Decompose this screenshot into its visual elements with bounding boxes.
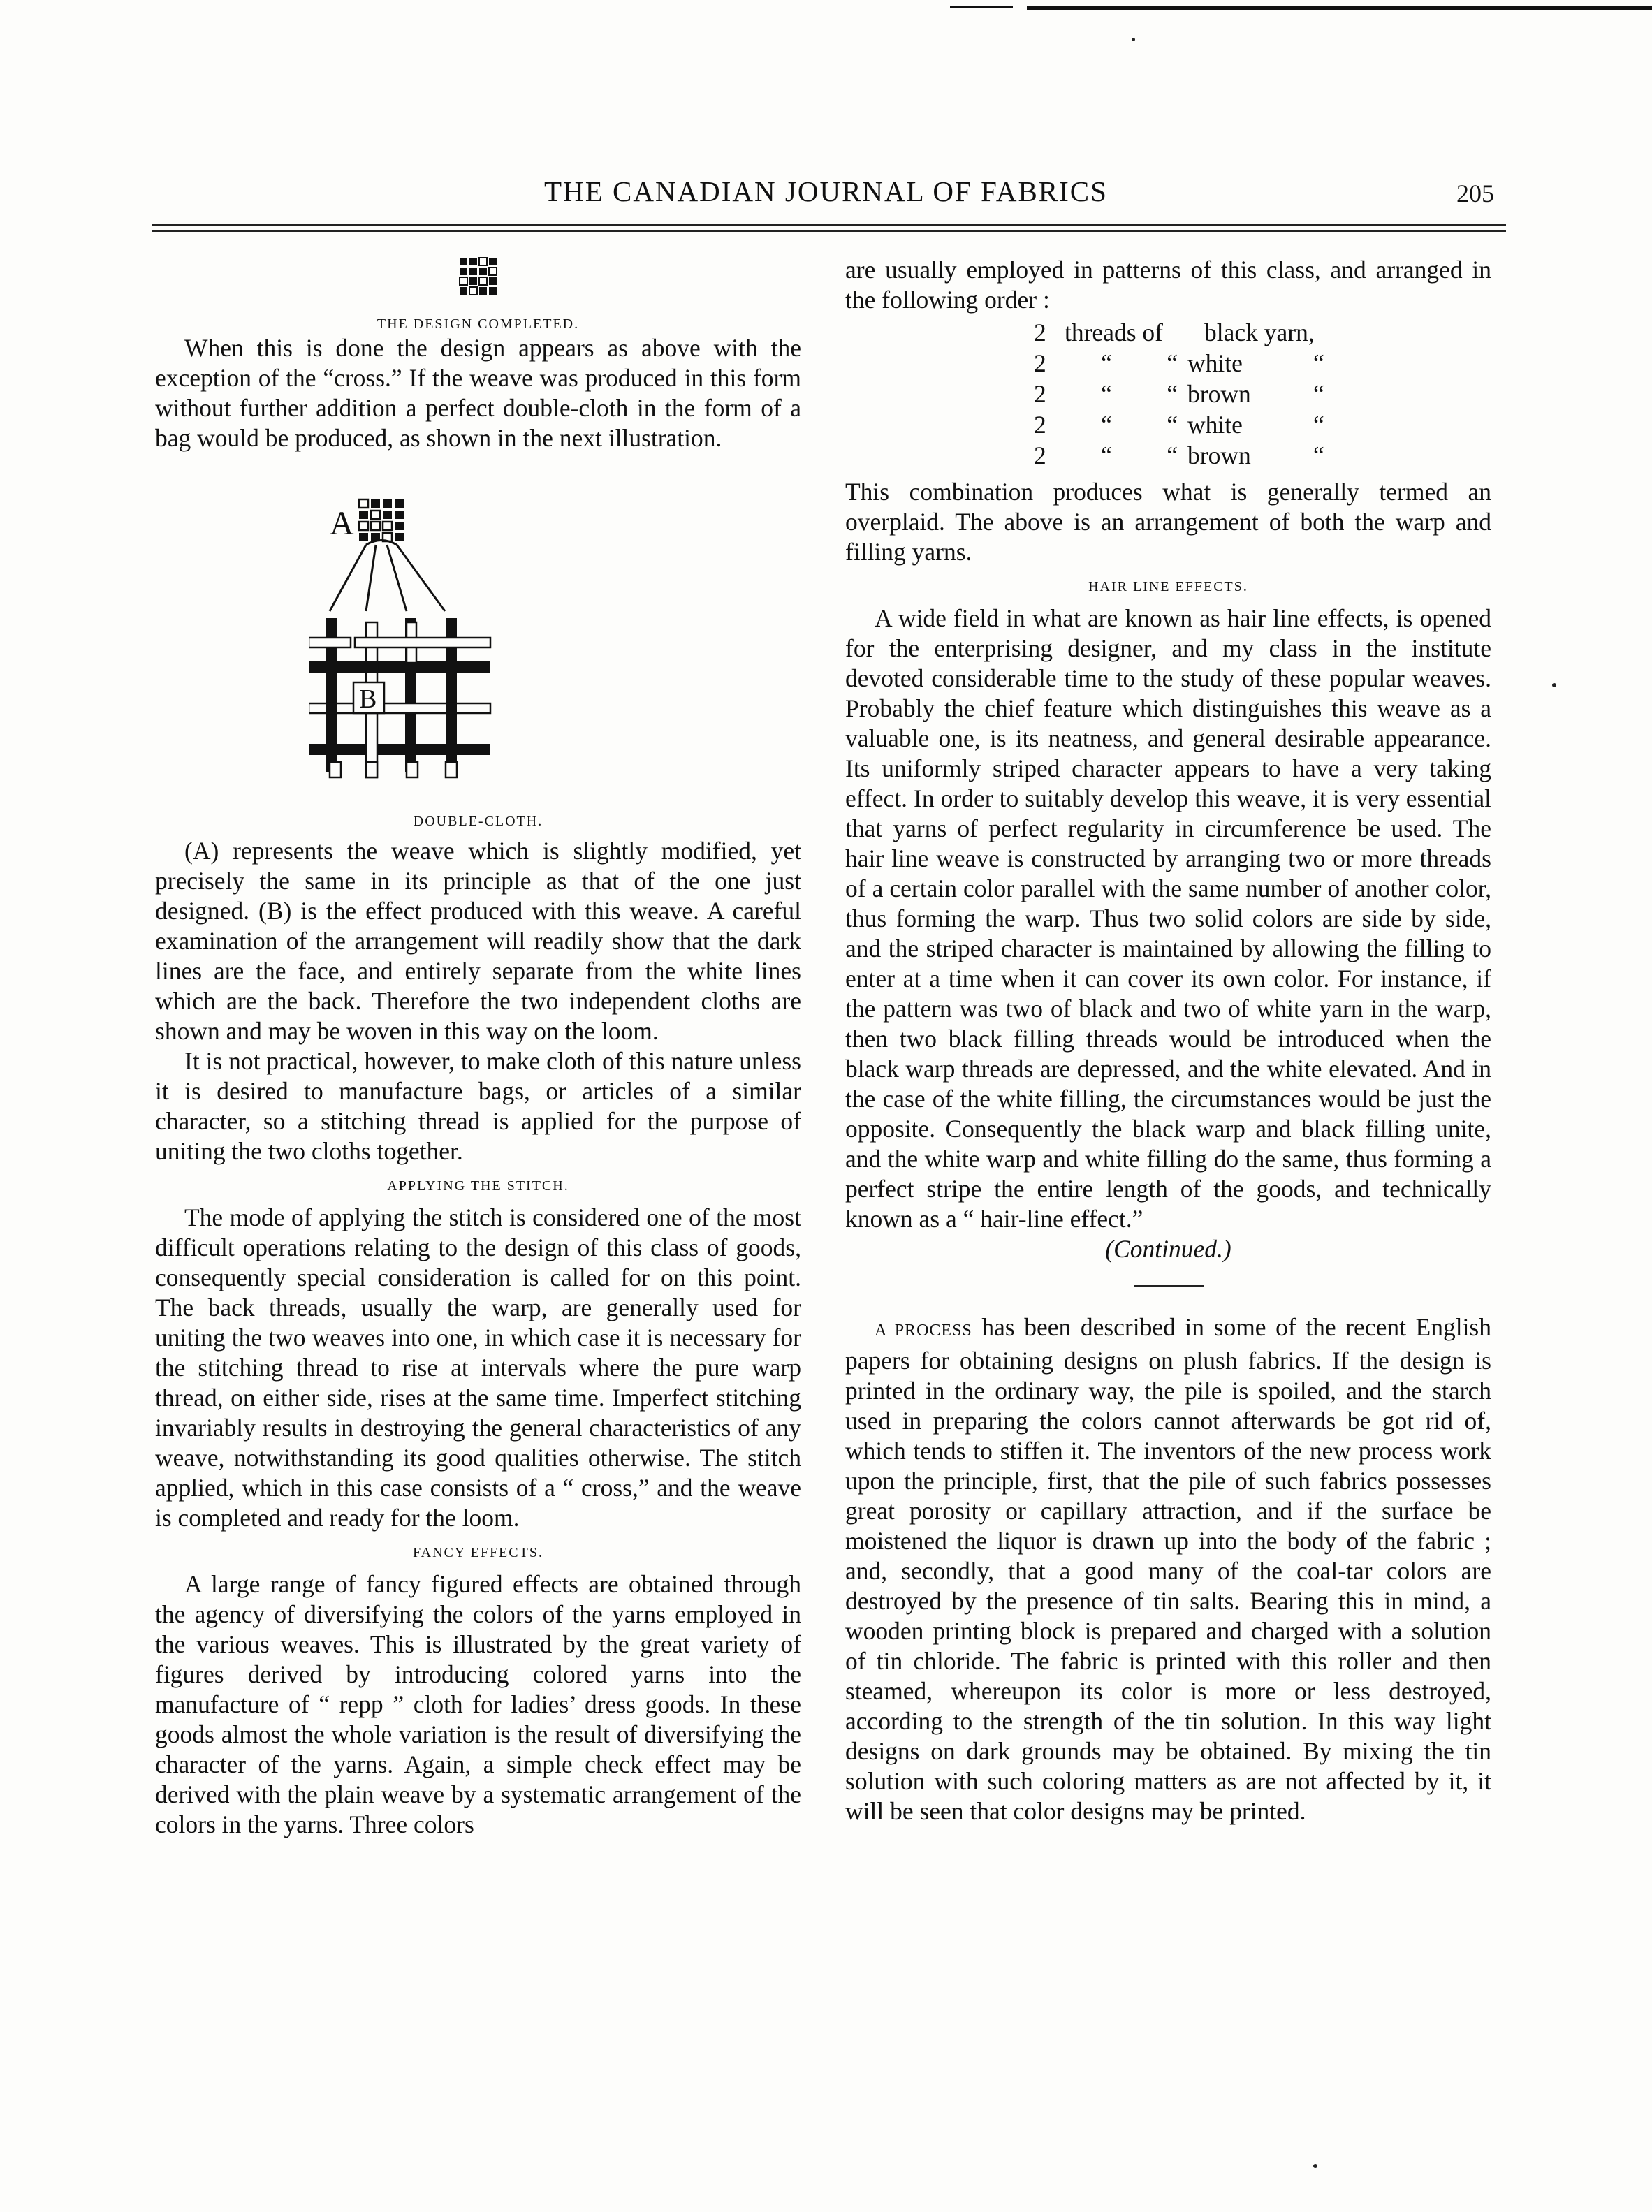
- continued-note: (Continued.): [1105, 1235, 1231, 1263]
- list-item: 2 threads of black yarn,: [1034, 318, 1315, 346]
- lead-in-small-caps: A PROCESS: [875, 1321, 972, 1340]
- right-column: [845, 255, 1491, 1826]
- list-item: 2 “ “ white “: [1034, 411, 1324, 439]
- header-rule-top: [152, 224, 1506, 226]
- figure-label-a: A: [330, 505, 354, 542]
- section-divider: [1134, 1285, 1204, 1287]
- print-speck: [1552, 683, 1556, 687]
- section-heading-applying-stitch: APPLYING THE STITCH.: [387, 1178, 569, 1194]
- paragraph: A PROCESS has been described in some of the recent English papers for obtaining designs on plush fabrics. If the design is printed in the ordinary way, the pile is spoiled, and the starch used in preparing the colors cannot afterwards be got rid of, which tends to stiffen it. The inventors of the new process work upon the principle, first, that the pile of such fabrics possesses great porosity or capillary attraction, and if the surface be moistened the liquor is drawn up into the body of the fabric ; and, secondly, that a good many of the coal-tar colors are destroyed by the presence of tin salts. Bearing this in mind, a wooden printing block is prepared and charged with a solution of tin chloride. The fabric is printed with this roller and then steamed, whereupon its color is more or less destroyed, according to the strength of the tin solution. In this way light designs on dark grounds may be obtained. By mixing the tin solution with such coloring matters as are not affected by it, it will be seen that color designs may be printed.: [845, 1313, 1491, 1825]
- top-edge-rule-bold: [1027, 6, 1652, 10]
- paragraph: It is not practical, however, to make cloth of this nature unless it is desired to manufacture bags, or articles of a similar character, so a stitching thread is applied for the purpose of uniting the two cloths together.: [155, 1047, 801, 1165]
- yarn-order-list: [845, 318, 1491, 471]
- print-speck: [1132, 38, 1135, 41]
- print-speck: [1313, 2164, 1317, 2168]
- paragraph: The mode of applying the stitch is considered one of the most difficult operations relating to the design of this class of goods, consequently special consideration is called for on this point. The back threads, usually the warp, are generally used for uniting the two weaves into one, in which case it is necessary for the stitching thread to rise at intervals where the pure warp thread, on either side, rises at the same time. Imperfect stitching invariably results in destroying the general characteristics of any weave, notwithstanding its good qualities otherwise. The stitch applied, which in this case consists of a “ cross,” and the weave is completed and ready for the loom.: [155, 1203, 801, 1532]
- list-item: 2 “ “ brown “: [1034, 441, 1324, 469]
- paragraph: This combination produces what is generally termed an overplaid. The above is an arrangement of both the warp and filling yarns.: [845, 478, 1491, 566]
- list-item: 2 “ “ white “: [1034, 349, 1324, 377]
- paragraph: A large range of fancy figured effects are obtained through the agency of diversifying the colors of the yarns employed in the various weaves. This is illustrated by the great variety of figures derived by introducing colored yarns into the manufacture of “ repp ” cloth for ladies’ dress goods. In these goods almost the whole variation is the result of diversifying the character of the yarns. Again, a simple check effect may be derived with the plain weave by a systematic arrangement of the colors in the yarns. Three colors: [155, 1570, 801, 1838]
- section-heading-hair-line-effects: HAIR LINE EFFECTS.: [1088, 579, 1248, 594]
- design-completed-figure: [454, 255, 503, 311]
- page-number: 205: [1456, 180, 1494, 207]
- paragraph: A wide field in what are known as hair line effects, is opened for the enterprising designer, and my class in the institute devoted considerable time to the study of these popular weaves. Probably the chief feature which distinguishes this weave as a valuable one, is its neatness, and general desirable appearance. Its uniformly striped character appears to have a very taking effect. In order to suitably develop this weave, it is very essential that yarns of perfect regularity in circumference be used. The hair line weave is constructed by arranging two or more threads of a certain color parallel with the same number of another color, thus forming the warp. Thus two solid colors are side by side, and the striped character is maintained by allowing the filling to enter at a time when it can cover its own color. For instance, if the pattern was two of black and two of white yarn in the warp, then two black filling threads would be introduced when the black warp threads are depressed, and the white elevated. And in the case of the white filling, the circumstances would be just the opposite. Consequently the black warp and black filling unite, and the white warp and white filling do the same, thus forming a perfect stripe the entire length of the goods, and technically known as a “ hair-line effect.”: [845, 604, 1491, 1233]
- section-heading-fancy-effects: FANCY EFFECTS.: [413, 1545, 543, 1560]
- left-column: [155, 255, 801, 1840]
- list-item: 2 “ “ brown “: [1034, 380, 1324, 408]
- figure-label-b: B: [359, 684, 377, 714]
- weave-grid-a: [359, 499, 404, 541]
- paragraph: (A) represents the weave which is slightly modified, yet precisely the same in its principle as that of the one just designed. (B) is the effect produced with this weave. A careful examination of the arrangement will readily show that the dark lines are the face, and entirely separate from the white lines which are the back. Therefore the two independent cloths are shown and may be woven in this way on the loom.: [155, 837, 801, 1045]
- page-title: THE CANADIAN JOURNAL OF FABRICS: [544, 175, 1108, 207]
- figure-caption-double-cloth: DOUBLE-CLOTH.: [413, 814, 543, 829]
- figure-caption-design-completed: THE DESIGN COMPLETED.: [377, 316, 580, 332]
- header-rule-bottom: [152, 230, 1506, 232]
- paragraph: are usually employed in patterns of this class, and arranged in the following order :: [845, 256, 1491, 314]
- top-edge-rule: [950, 6, 1013, 8]
- paragraph: When this is done the design appears as above with the exception of the “cross.” If the weave was produced in this form without further addition a perfect double-cloth in the form of a bag would be produced, as shown in the next illustration.: [155, 334, 801, 452]
- double-cloth-figure: [309, 478, 546, 800]
